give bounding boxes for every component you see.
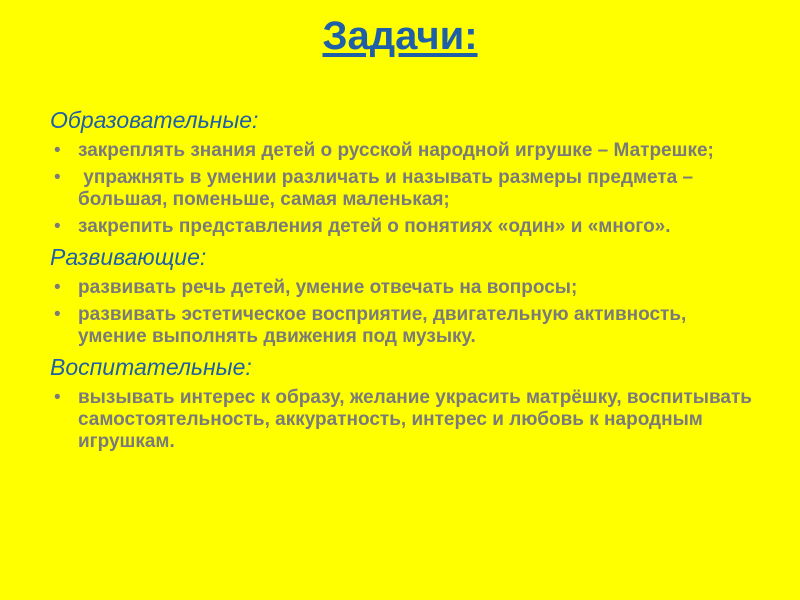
section-heading: Воспитательные: xyxy=(50,354,252,380)
list-item-text: закреплять знания детей о русской народной игрушке – Матрешке; xyxy=(78,140,714,161)
bullet-icon: • xyxy=(54,140,61,161)
list-item xyxy=(50,277,760,299)
section-developing xyxy=(50,243,760,348)
list-item-text: развивать эстетическое восприятие, двигательную активность, умение выполнять движения под музыку. xyxy=(78,304,687,347)
section-heading: Развивающие: xyxy=(50,244,207,270)
bullet-list xyxy=(50,140,760,238)
section-educational xyxy=(50,106,760,238)
section-heading: Образовательные: xyxy=(50,107,259,133)
bullet-icon: • xyxy=(54,277,61,298)
bullet-icon: • xyxy=(54,216,61,237)
list-item xyxy=(50,167,760,211)
bullet-icon: • xyxy=(54,304,61,325)
list-item xyxy=(50,304,760,348)
list-item-text: закрепить представления детей о понятиях «один» и «много». xyxy=(78,216,671,237)
list-item-text: вызывать интерес к образу, желание украсить матрёшку, воспитывать самостоятельность, аккуратность, интерес и любовь к народным игрушкам. xyxy=(78,387,752,452)
list-item-text: упражнять в умении различать и называть размеры предмета – большая, поменьше, самая маленькая; xyxy=(78,167,699,210)
slide-content xyxy=(50,106,760,458)
bullet-list xyxy=(50,387,760,453)
bullet-icon: • xyxy=(54,387,61,408)
list-item xyxy=(50,216,760,238)
list-item-text: развивать речь детей, умение отвечать на вопросы; xyxy=(78,277,578,298)
slide-title: Задачи: xyxy=(322,14,478,58)
bullet-list xyxy=(50,277,760,348)
section-upbringing xyxy=(50,353,760,453)
list-item xyxy=(50,387,760,453)
bullet-icon: • xyxy=(54,167,61,188)
list-item xyxy=(50,140,760,162)
